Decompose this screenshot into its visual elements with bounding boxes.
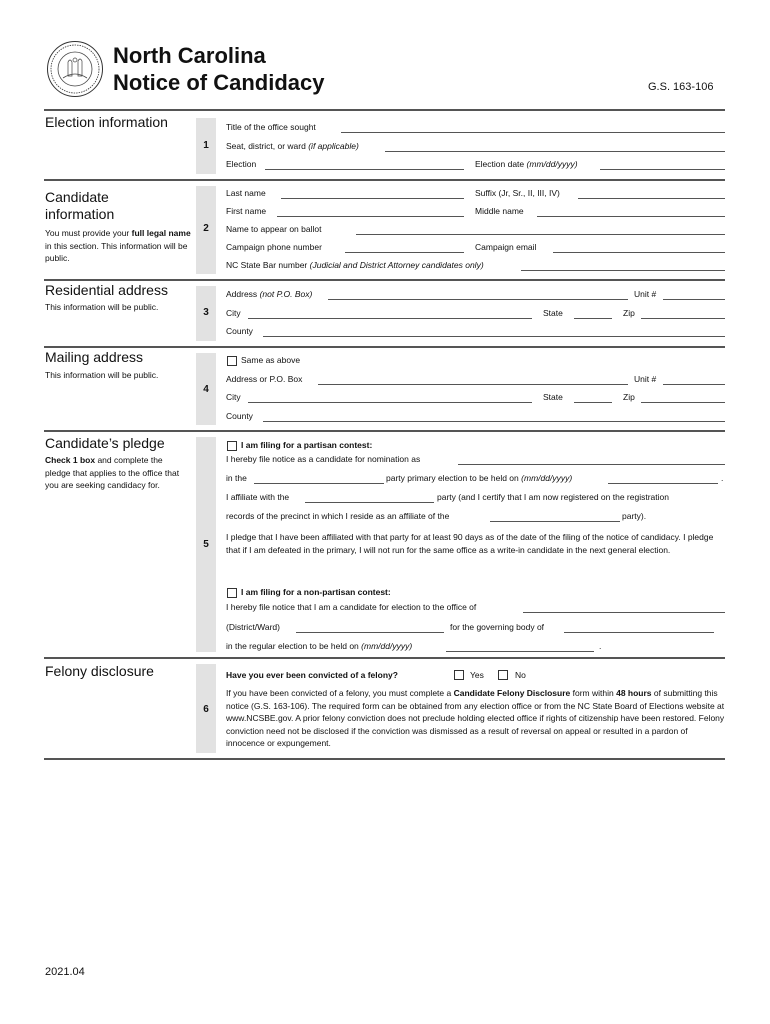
felony-yes-checkbox[interactable] — [454, 670, 464, 680]
pledge-text: (District/Ward) — [226, 622, 280, 632]
pledge-text: . — [599, 641, 602, 651]
section-number: 6 — [203, 704, 209, 715]
pledge-text: party primary election to be held on (mm/dd/yyyy) — [386, 473, 573, 483]
pledge-text: party (and I certify that I am now registered on the registration — [437, 492, 669, 502]
field-label: Election — [226, 159, 257, 169]
affiliation-party-field[interactable] — [305, 502, 434, 503]
nonpartisan-contest-checkbox[interactable] — [227, 588, 237, 598]
form-version: 2021.04 — [45, 966, 85, 978]
field-label: Zip — [623, 392, 635, 402]
pledge-text: I affiliate with the — [226, 492, 290, 502]
election-date-field[interactable] — [600, 169, 725, 170]
statute-reference: G.S. 163-106 — [648, 81, 714, 93]
field-label: Campaign phone number — [226, 242, 322, 252]
section-title: Candidate information — [45, 189, 115, 222]
no-label: No — [515, 670, 526, 680]
pledge-text: records of the precinct in which I reside as an affiliate of the — [226, 511, 450, 521]
nonpartisan-office-field[interactable] — [523, 612, 725, 613]
field-label: Same as above — [241, 355, 301, 365]
mailing-address-field[interactable] — [318, 384, 628, 385]
residential-unit-field[interactable] — [663, 299, 725, 300]
residential-county-field[interactable] — [263, 336, 725, 337]
primary-party-field[interactable] — [254, 483, 384, 484]
field-label: Middle name — [475, 206, 524, 216]
yes-label: Yes — [470, 670, 484, 680]
residential-address-field[interactable] — [328, 299, 628, 300]
section-note: You must provide your full legal name in this section. This information will be public. — [45, 228, 191, 263]
field-label: Election date (mm/dd/yyyy) — [475, 159, 578, 169]
section-divider — [44, 657, 725, 659]
section-title: Candidate’s pledge — [45, 435, 165, 451]
field-label: State — [543, 392, 563, 402]
field-label: Last name — [226, 188, 266, 198]
field-label: City — [226, 392, 241, 402]
mailing-zip-field[interactable] — [641, 402, 725, 403]
residential-zip-field[interactable] — [641, 318, 725, 319]
partisan-contest-checkbox[interactable] — [227, 441, 237, 451]
field-label: Unit # — [634, 374, 657, 384]
field-label: Address (not P.O. Box) — [226, 289, 313, 299]
pledge-text: for the governing body of — [450, 622, 545, 632]
section-number: 4 — [203, 384, 209, 395]
primary-date-field[interactable] — [608, 483, 718, 484]
ballot-name-field[interactable] — [356, 234, 725, 235]
mailing-unit-field[interactable] — [663, 384, 725, 385]
section-note: This information will be public. — [45, 302, 159, 312]
pledge-text: party). — [622, 511, 647, 521]
registration-party-field[interactable] — [490, 521, 620, 522]
mailing-state-field[interactable] — [574, 402, 612, 403]
residential-city-field[interactable] — [248, 318, 532, 319]
seat-district-field[interactable] — [385, 151, 725, 152]
email-field[interactable] — [553, 252, 725, 253]
first-name-field[interactable] — [277, 216, 464, 217]
field-label: Name to appear on ballot — [226, 224, 322, 234]
nonpartisan-heading: I am filing for a non-partisan contest: — [241, 587, 391, 597]
section-divider — [44, 430, 725, 432]
field-label: Address or P.O. Box — [226, 374, 303, 384]
regular-election-date-field[interactable] — [446, 651, 594, 652]
pledge-text: in the regular election to be held on (mm/dd/yyyy) — [226, 641, 413, 651]
field-label: Title of the office sought — [226, 122, 316, 132]
field-label: Campaign email — [475, 242, 537, 252]
section-divider — [44, 758, 725, 760]
field-label: County — [226, 326, 253, 336]
election-field[interactable] — [265, 169, 464, 170]
section-title: Residential address — [45, 282, 168, 298]
office-title-field[interactable] — [341, 132, 725, 133]
field-label: NC State Bar number (Judicial and District Attorney candidates only) — [226, 260, 484, 270]
field-label: County — [226, 411, 253, 421]
section-note: Check 1 box and complete the pledge that applies to the office that you are seeking candidacy for. — [45, 455, 180, 490]
state-seal-icon — [46, 40, 104, 98]
section-divider — [44, 109, 725, 111]
pledge-text: I hereby file notice as a candidate for nomination as — [226, 454, 421, 464]
pledge-text: . — [721, 473, 724, 483]
mailing-city-field[interactable] — [248, 402, 532, 403]
section-title: Mailing address — [45, 349, 144, 365]
pledge-paragraph: I pledge that I have been affiliated with that party for at least 90 days as of the date of the filing of the notice of candidacy. I pledge that if I am defeated in the primary, I will not run for the same office as a write-in candidate in the next general election. — [226, 532, 714, 555]
section-number: 2 — [203, 223, 209, 234]
pledge-text: I hereby file notice that I am a candidate for election to the office of — [226, 602, 477, 612]
section-number: 3 — [203, 307, 209, 318]
felony-no-checkbox[interactable] — [498, 670, 508, 680]
middle-name-field[interactable] — [537, 216, 725, 217]
field-label: Zip — [623, 308, 635, 318]
governing-body-field[interactable] — [564, 632, 714, 633]
phone-field[interactable] — [345, 252, 464, 253]
section-divider — [44, 346, 725, 348]
form-title-line1: North Carolina — [113, 43, 266, 68]
section-note: This information will be public. — [45, 370, 159, 380]
section-divider — [44, 179, 725, 181]
felony-paragraph: If you have been convicted of a felony, you must complete a Candidate Felony Disclosure form within 48 hours of submitting this notice (G.S. 163-106). The required form can be obtained from any election office or from the NC State Board of Elections website at www.NCSBE.gov. A prior felony conviction does not preclude holding elected office if rights of citizenship have been restored. Felony conviction need not be disclosed if the conviction was dismissed as a result of reversal on appeal or resulted in a pardon of innocence or expungement. — [226, 688, 725, 748]
section-title: Felony disclosure — [45, 663, 154, 679]
suffix-field[interactable] — [578, 198, 725, 199]
district-ward-field[interactable] — [296, 632, 444, 633]
section-number: 1 — [203, 140, 209, 151]
pledge-text: in the — [226, 473, 247, 483]
field-label: State — [543, 308, 563, 318]
same-as-above-checkbox[interactable] — [227, 356, 237, 366]
field-label: Unit # — [634, 289, 657, 299]
form-title-line2: Notice of Candidacy — [113, 70, 325, 95]
field-label: City — [226, 308, 241, 318]
felony-question: Have you ever been convicted of a felony? — [226, 670, 398, 680]
field-label: First name — [226, 206, 267, 216]
last-name-field[interactable] — [281, 198, 464, 199]
residential-state-field[interactable] — [574, 318, 612, 319]
section-title: Election information — [45, 114, 168, 130]
bar-number-field[interactable] — [521, 270, 725, 271]
partisan-heading: I am filing for a partisan contest: — [241, 440, 373, 450]
field-label: Seat, district, or ward (if applicable) — [226, 141, 359, 151]
nomination-office-field[interactable] — [458, 464, 725, 465]
section-divider — [44, 279, 725, 281]
section-number: 5 — [203, 539, 209, 550]
field-label: Suffix (Jr, Sr., II, III, IV) — [475, 188, 560, 198]
mailing-county-field[interactable] — [263, 421, 725, 422]
